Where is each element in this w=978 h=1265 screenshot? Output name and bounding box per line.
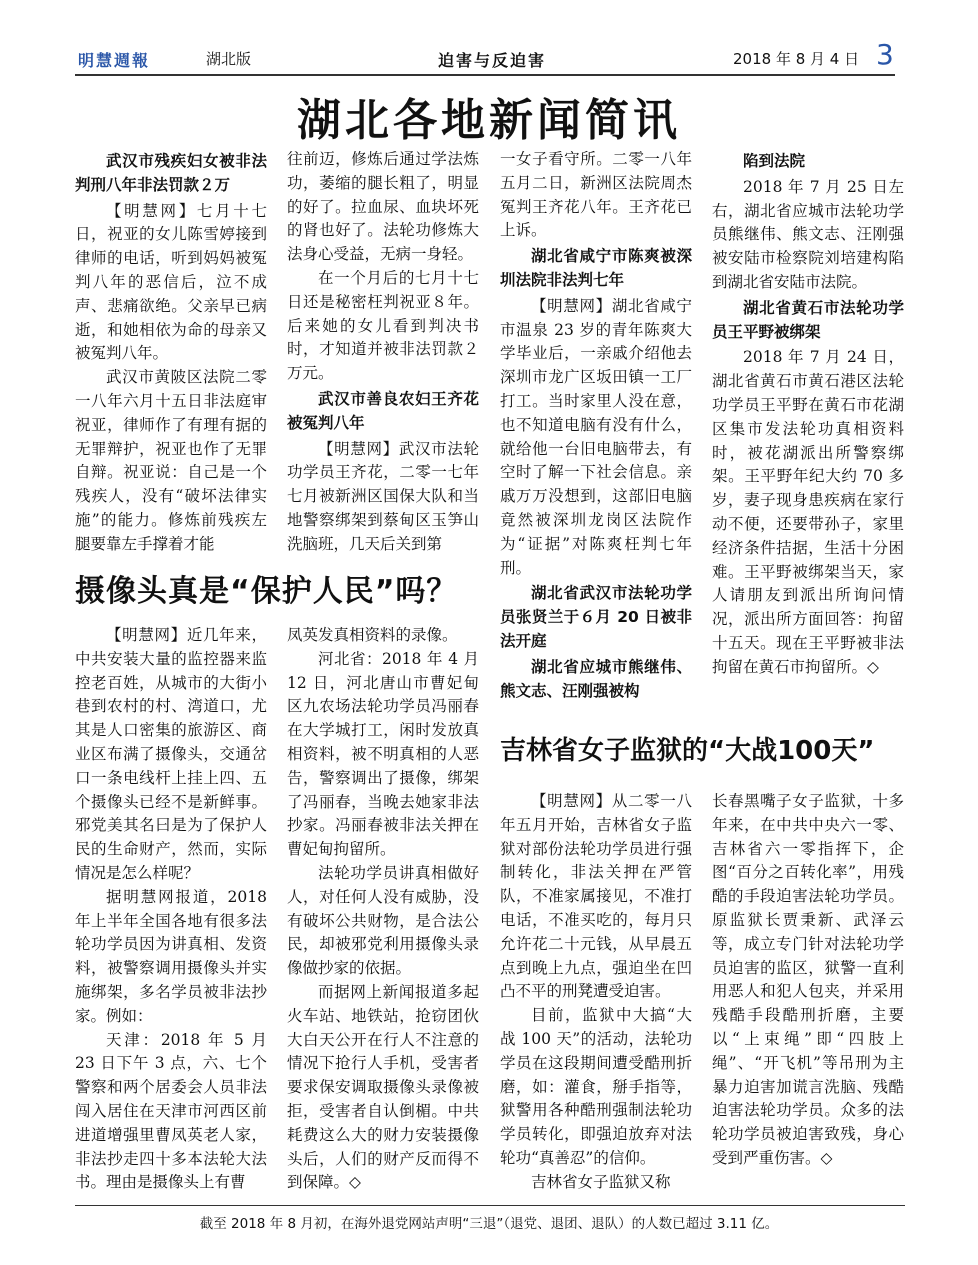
- paragraph: 一女子看守所。二零一八年五月二日，新洲区法院周杰冤判王齐花八年。王齐花已上诉。: [500, 150, 692, 240]
- jilin-column-2: [712, 790, 904, 1171]
- paragraph: 2018 年 7 月 25 日左右，湖北省应城市法轮功学员熊继伟、熊文志、汪刚强被安陆市检察院刘培建构陷到湖北省安陆市法院。: [712, 177, 904, 291]
- paragraph: 河北省：2018 年 4 月 12 日，河北唐山市曹妃甸区九农场法轮功学员冯丽春在大学城打工，闲时发放真相资料，被不明真相的人恶告，警察调出了摄像，绑架了冯丽春，当晚去她家非法抄家。冯丽春被非法关押在曹妃甸拘留所。: [287, 649, 479, 859]
- page-header: [78, 40, 898, 74]
- paragraph: 吉林省女子监狱又称: [531, 1172, 671, 1191]
- headline-wang-pingye: 湖北省黄石市法轮功学员王平野被绑架: [712, 298, 904, 341]
- paragraph: 【明慧网】七月十七日，祝亚的女儿陈雪婷接到律师的电话，听到妈妈被冤判八年的恶信后，泣不成声、悲痛欲绝。父亲早已病逝，和她相依为命的母亲又被冤判八年。: [75, 201, 267, 363]
- paragraph: 2018 年 7 月 24 日，湖北省黄石市黄石港区法轮功学员王平野在黄石市花湖区集市发法轮功真相资料时，被花湖派出所警察绑架。王平野年纪大约 70 多岁，妻子现身患疾病在家行动不便，还要带孙子，家里经济条件拮据，生活十分困难。王平野被绑架当天，家人请朋友到派出所询问情况，派出所方面回答：拘留十五天。现在王平野被非法拘留在黄石市拘留所。◇: [712, 348, 904, 676]
- edition: 湖北版: [206, 50, 252, 68]
- paragraph: 目前，监狱中大搞“大战 100 天”的活动，法轮功学员在这段期间遭受酷刑折磨，如：灌食，掰手指等，狱警用各种酷刑强制法轮功学员转化，即强迫放弃对法轮功“真善忍”的信仰。: [500, 1006, 692, 1167]
- paragraph: 【明慧网】从二零一八年五月开始，吉林省女子监狱对部份法轮功学员进行强制转化，非法关押在严管队，不准家属接见，不准打电话，不准买吃的，每月只允许花二十元钱，从早晨五点到晚上九点，强迫坐在凹凸不平的刑凳遭受迫害。: [500, 792, 692, 1001]
- page-title: 湖北各地新闻简讯: [297, 95, 681, 146]
- news-column-4: [712, 148, 904, 680]
- issue-date: 2018 年 8 月 4 日: [733, 50, 860, 68]
- headline-yingcheng: 湖北省应城市熊继伟、熊文志、汪刚强被构: [500, 657, 692, 700]
- news-column-2: [287, 148, 479, 557]
- news-column-3: [500, 148, 692, 705]
- paragraph: 武汉市黄陂区法院二零一八年六月十五日非法庭审祝亚，律师作了有理有据的无罪辩护，祝亚也作了无罪自辩。祝亚说：自己是一个残疾人，没有“破坏法律实施”的能力。修炼前残疾左腿要靠左手撑着才能: [75, 368, 267, 553]
- paragraph: 凤英发真相资料的录像。: [287, 626, 458, 644]
- headline-zhang-xianlan: 湖北省武汉市法轮功学员张贤兰于６月 20 日被非法开庭: [500, 584, 692, 650]
- headline-wuhan-disabled: 武汉市残疾妇女被非法判刑八年非法罚款２万: [75, 152, 267, 194]
- jilin-column-1: [500, 790, 692, 1195]
- footer-notice: 截至 2018 年 8 月初，在海外退党网站声明“三退”（退党、退团、退队）的人数已超过 3.11 亿。: [199, 1216, 779, 1232]
- headline-yingcheng-cont: 陷到法院: [743, 152, 806, 170]
- page-number: 3: [876, 38, 894, 71]
- paragraph: 法轮功学员讲真相做好人，对任何人没有威胁，没有破坏公共财物，是合法公民，却被邪党利用摄像头录像做抄家的依据。: [287, 863, 479, 978]
- news-column-1: [75, 148, 267, 557]
- footer-rule: [75, 1205, 905, 1206]
- paragraph: 据明慧网报道，2018 年上半年全国各地有很多法轮功学员因为讲真相、发资料，被警察调用摄像头并实施绑架，多名学员被非法抄家。例如：: [75, 887, 267, 1025]
- jilin-article-title: 吉林省女子监狱的“大战100天”: [500, 736, 875, 766]
- headline-chen-shuang: 湖北省咸宁市陈爽被深圳法院非法判七年: [500, 247, 692, 289]
- camera-column-2: [287, 624, 479, 1195]
- paragraph: 天津：2018 年 5 月 23 日下午 3 点，六、七个警察和两个居委会人员非法闯入居住在天津市河西区前进道增强里曹凤英老人家，非法抄走四十多本法轮大法书。理由是摄像头上有曹: [75, 1030, 267, 1192]
- paper-name: 明慧週報: [78, 51, 151, 70]
- paragraph: 往前迈，修炼后通过学法炼功，萎缩的腿长粗了，明显的好了。拉血尿、血块坏死的肾也好了。法轮功修炼大法身心受益，无病一身轻。: [287, 150, 479, 264]
- paragraph: 【明慧网】近几年来，中共安装大量的监控器来监控老百姓，从城市的大街小巷到农村的村、湾道口，尤其是人口密集的旅游区、商业区布满了摄像头，交通岔口一条电线杆上挂上四、五个摄像头已经不是新鲜事。邪党美其名曰是为了保护人民的生命财产，然而，实际情况是怎么样呢？: [75, 626, 267, 882]
- paragraph: 而据网上新闻报道多起火车站、地铁站，抢窃团伙大白天公开在行人不注意的情况下抢行人手机，受害者要求保安调取摄像头录像被拒，受害者自认倒楣。中共耗费这么大的财力安装摄像头后，人们的财产反而得不到保障。◇: [287, 982, 479, 1192]
- headline-wang-qihua: 武汉市善良农妇王齐花被冤判八年: [287, 389, 479, 432]
- paragraph: 长春黑嘴子女子监狱，十多年来，在中共中央六一零、吉林省六一零指挥下，企图“百分之百转化率”，用残酷的手段迫害法轮功学员。原监狱长贾秉新、武泽云等，成立专门针对法轮功学员迫害的监区，狱警一直利用恶人和犯人包夹，并采用残酷手段酷刑折磨，主要以“上束绳”即“四肢上绳”、“开飞机”等吊刑为主暴力迫害加谎言洗脑、残酷迫害法轮功学员。众多的法轮功学员被迫害致残，身心受到严重伤害。◇: [712, 792, 904, 1167]
- camera-article-title: 摄像头真是“保护人民”吗？: [75, 574, 458, 609]
- header-rule: [75, 74, 895, 76]
- paragraph: 【明慧网】武汉市法轮功学员王齐花，二零一七年七月被新洲区国保大队和当地警察绑架到蔡甸区玉笋山洗脑班，几天后关到第: [287, 439, 479, 553]
- section-name: 迫害与反迫害: [438, 51, 547, 70]
- paragraph: 【明慧网】湖北省咸宁市温泉 23 岁的青年陈爽大学毕业后，一亲戚介绍他去深圳市龙广区坂田镇一工厂打工。当时家里人没在意，也不知道电脑有没有什么，就给他一台旧电脑带去，有空时了解一下社会信息。亲戚万万没想到，这部旧电脑竟然被深圳龙岗区法院作为“证据”对陈爽枉判七年刑。: [500, 296, 692, 577]
- paragraph: 在一个月后的七月十七日还是秘密枉判祝亚８年。后来她的女儿看到判决书时，才知道并被非法罚款２万元。: [287, 268, 479, 383]
- camera-column-1: [75, 624, 267, 1195]
